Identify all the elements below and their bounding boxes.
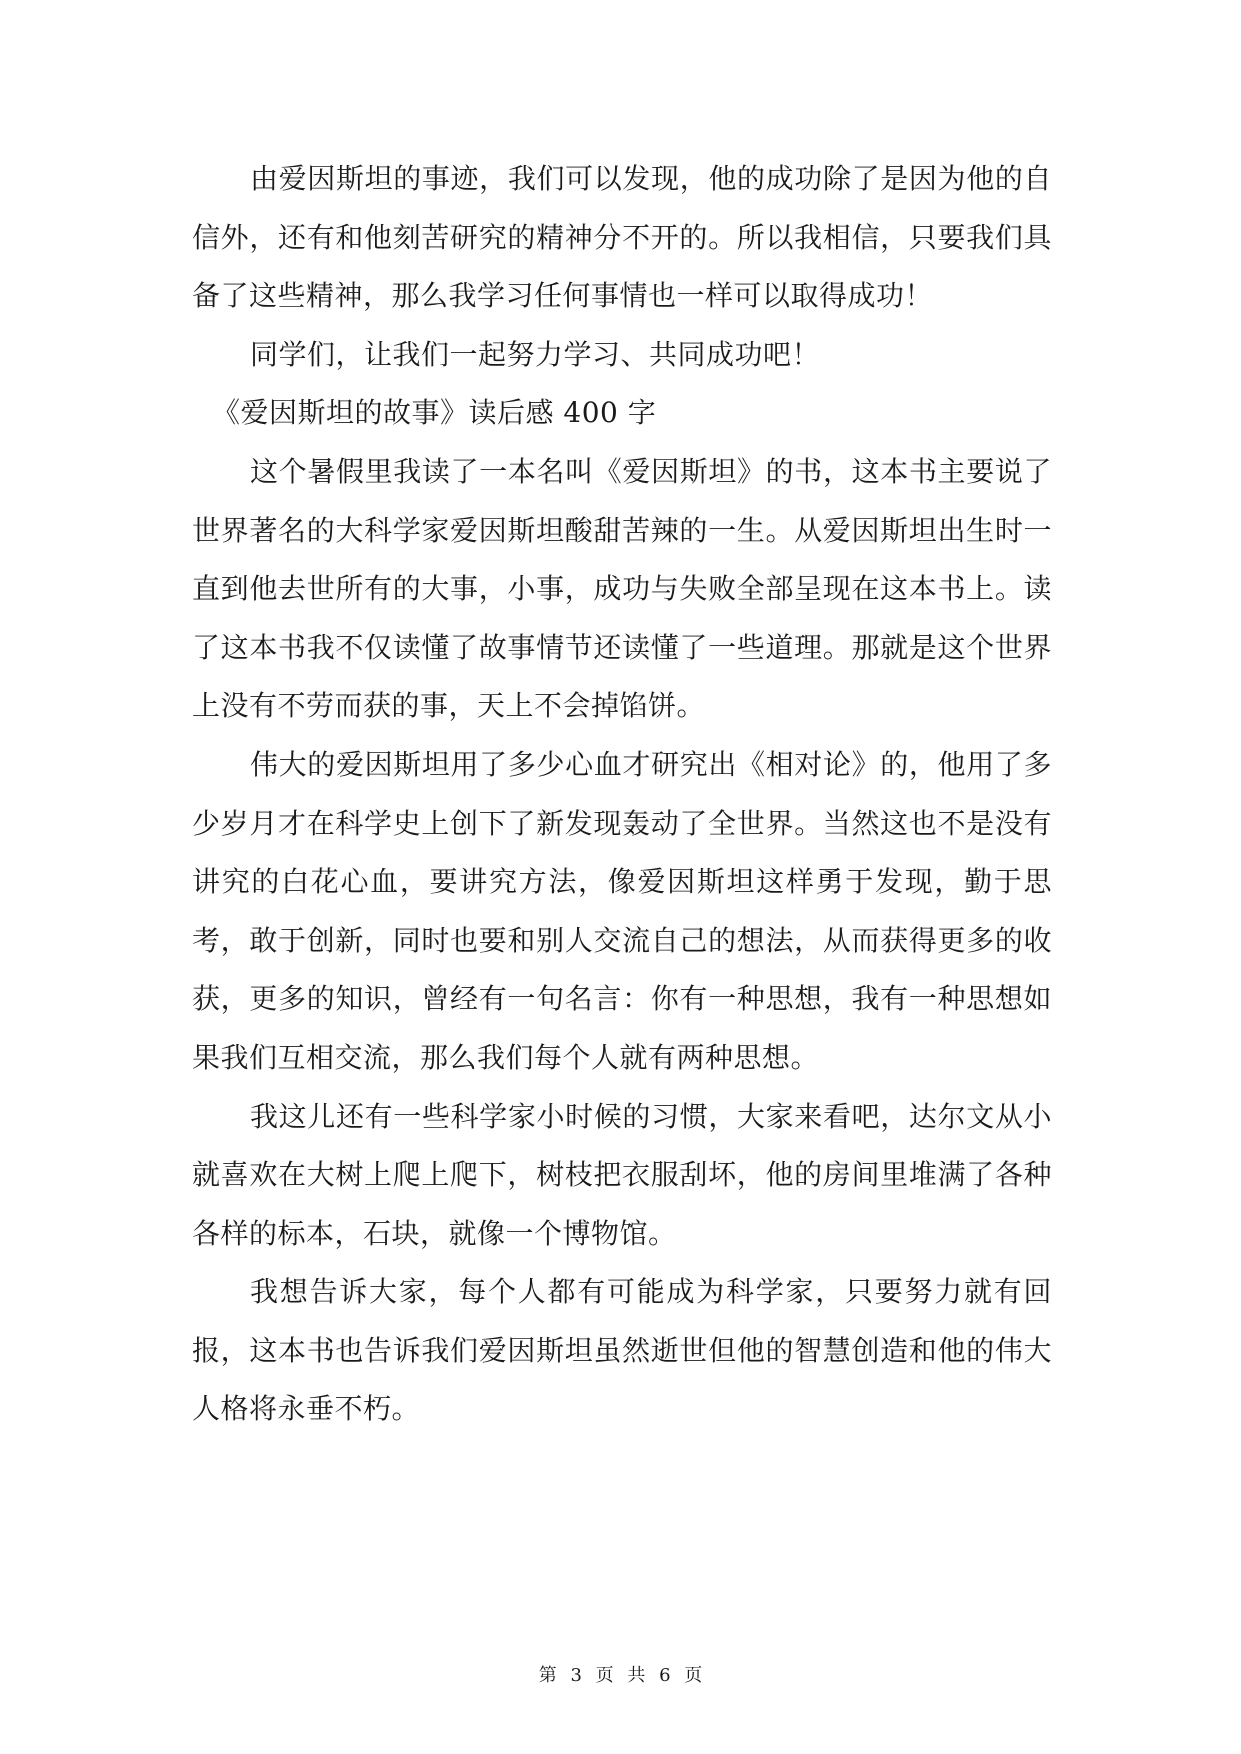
document-body xyxy=(192,150,1052,1439)
page-number-footer: 第 3 页 共 6 页 xyxy=(538,1665,703,1686)
section-heading: 《爱因斯坦的故事》读后感 400 字 xyxy=(212,396,657,430)
paragraph-einstein-success: 由爱因斯坦的事迹，我们可以发现，他的成功除了是因为他的自信外，还有和他刻苦研究的精神分不开的。所以我相信，只要我们具备了这些精神，那么我学习任何事情也一样可以取得成功！ xyxy=(192,162,1052,313)
paragraph-summer-reading: 这个暑假里我读了一本名叫《爱因斯坦》的书，这本书主要说了世界著名的大科学家爱因斯坦酸甜苦辣的一生。从爱因斯坦出生时一直到他去世所有的大事，小事，成功与失败全部呈现在这本书上。读了这本书我不仅读懂了故事情节还读懂了一些道理。那就是这个世界上没有不劳而获的事，天上不会掉馅饼。 xyxy=(192,454,1052,723)
paragraph-scientist-habits: 我这儿还有一些科学家小时候的习惯，大家来看吧，达尔文从小就喜欢在大树上爬上爬下，树枝把衣服刮坏，他的房间里堆满了各种各样的标本，石块，就像一个博物馆。 xyxy=(192,1099,1052,1250)
paragraph-conclusion: 我想告诉大家，每个人都有可能成为科学家，只要努力就有回报，这本书也告诉我们爱因斯坦虽然逝世但他的智慧创造和他的伟大人格将永垂不朽。 xyxy=(192,1275,1052,1426)
paragraph-classmates: 同学们，让我们一起努力学习、共同成功吧！ xyxy=(250,337,821,371)
paragraph-relativity: 伟大的爱因斯坦用了多少心血才研究出《相对论》的，他用了多少岁月才在科学史上创下了新发现轰动了全世界。当然这也不是没有讲究的白花心血，要讲究方法，像爱因斯坦这样勇于发现，勤于思考，敢于创新，同时也要和别人交流自己的想法，从而获得更多的收获，更多的知识，曾经有一句名言：你有一种思想，我有一种思想如果我们互相交流，那么我们每个人就有两种思想。 xyxy=(192,747,1052,1074)
